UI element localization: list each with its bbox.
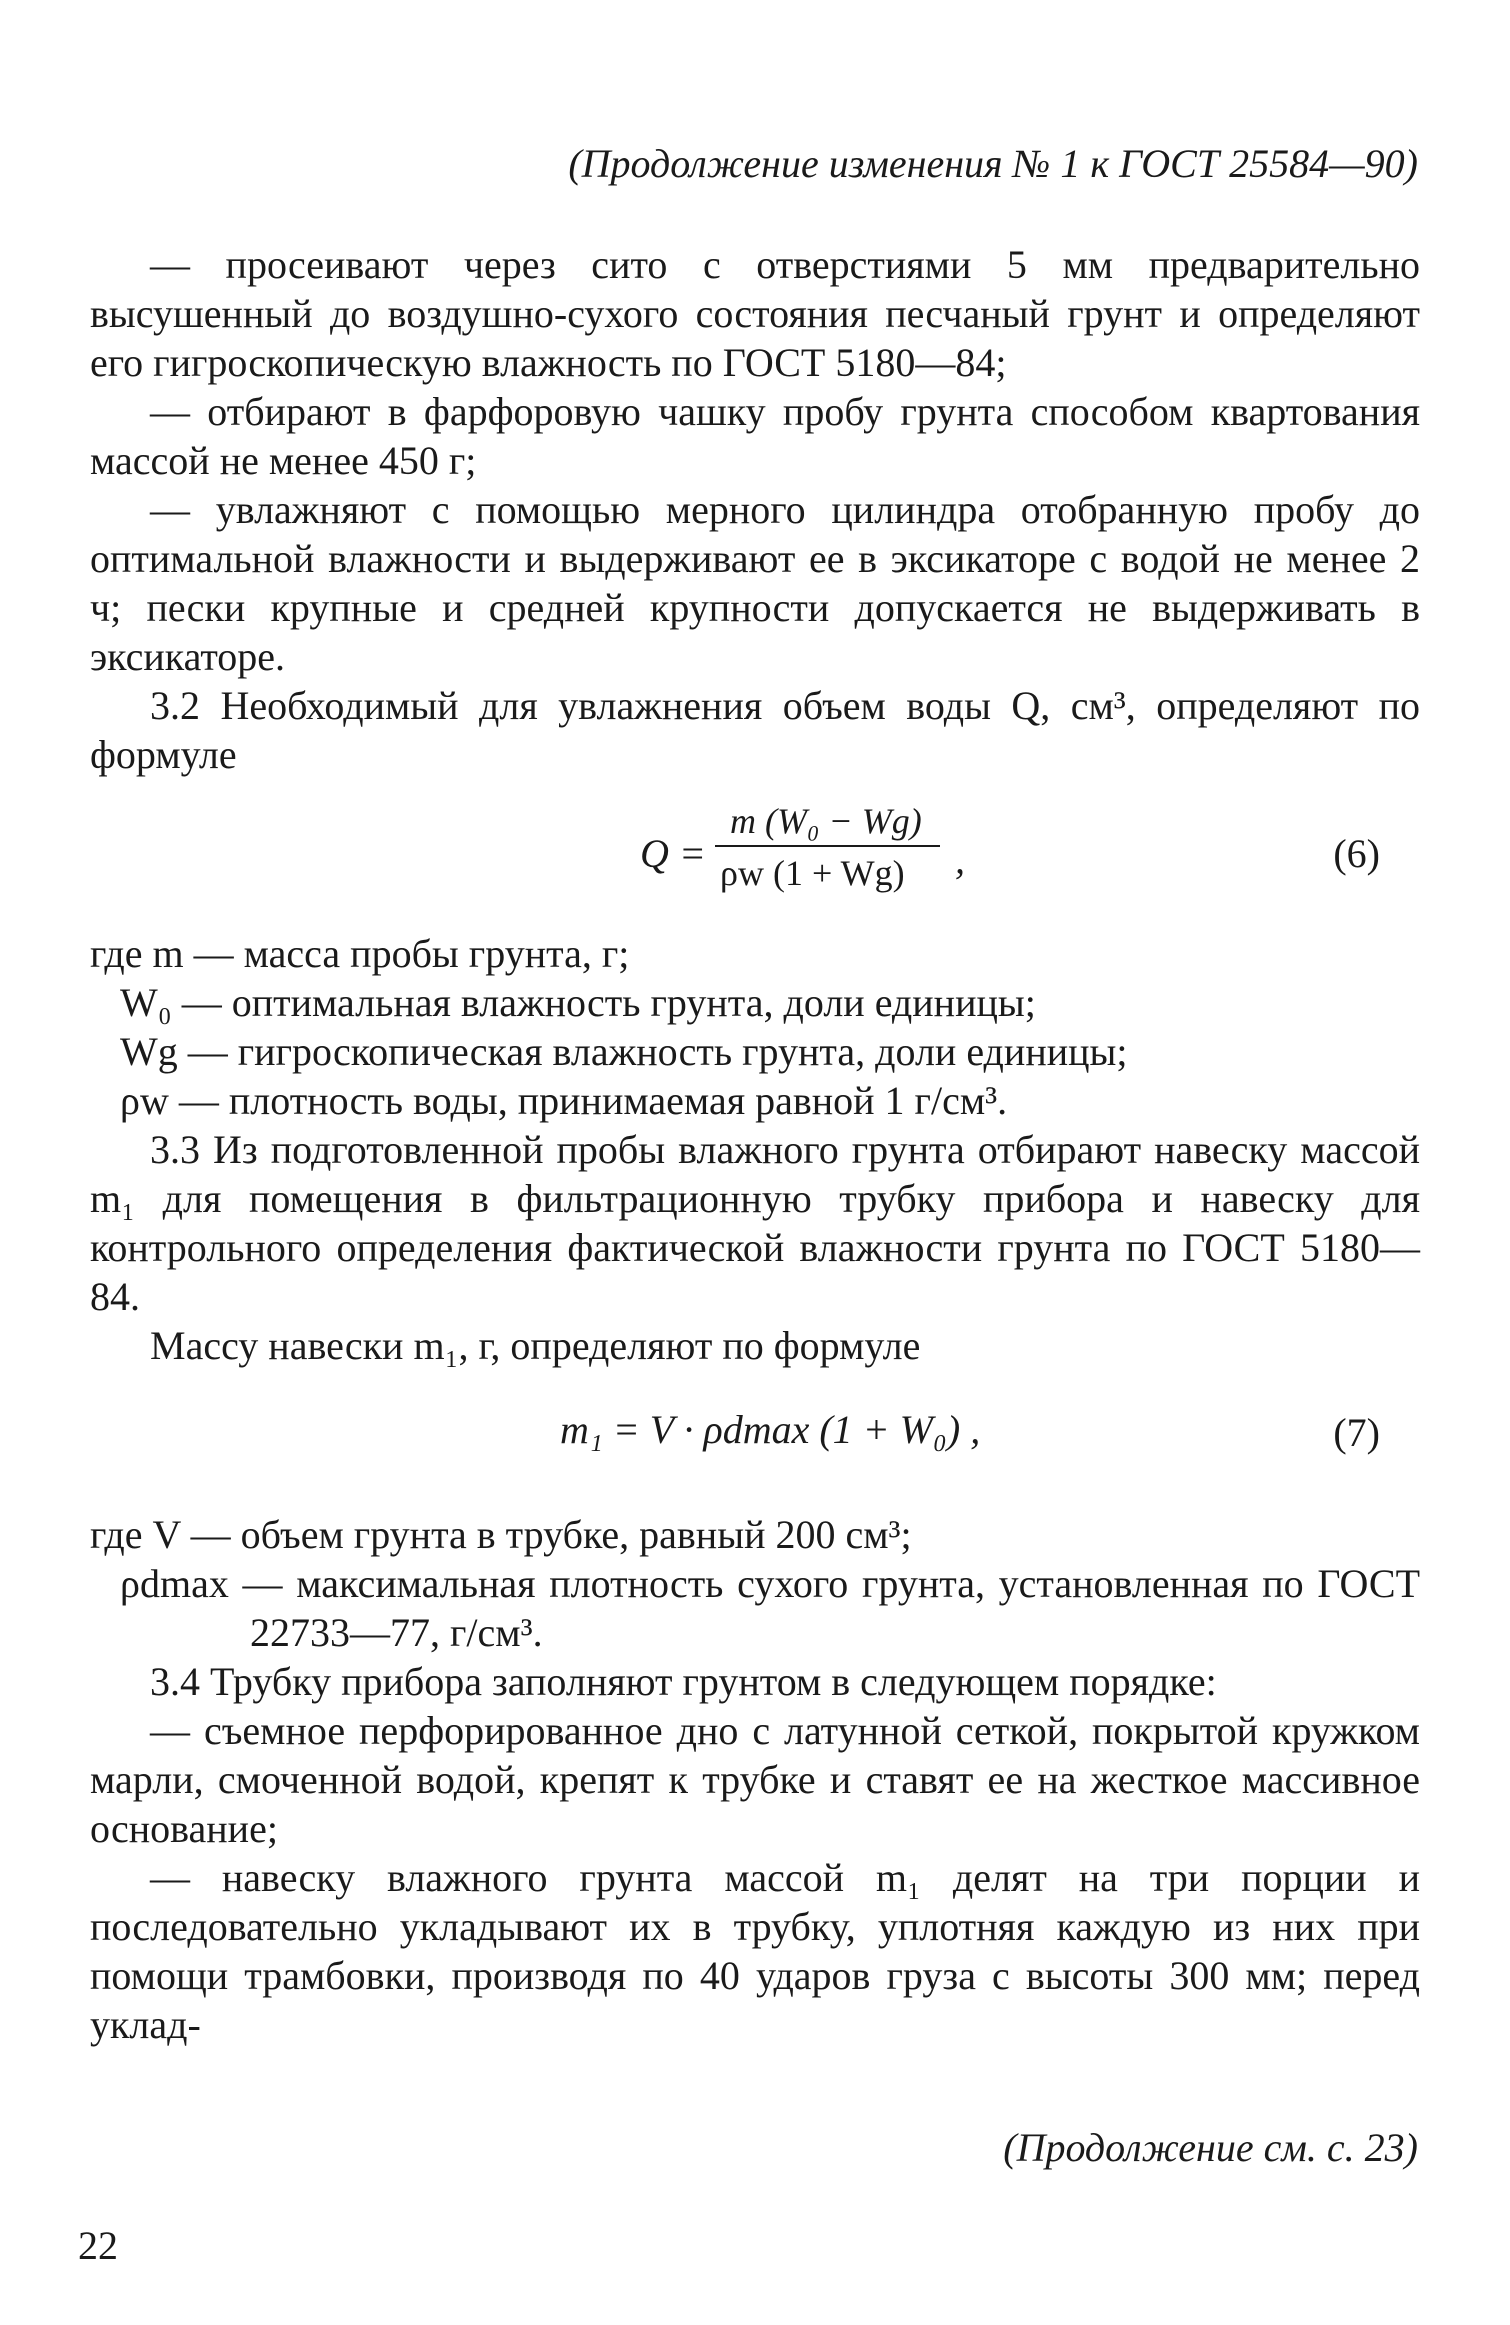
definition-line: W₀ — оптимальная влажность грунта, доли единицы; — [120, 980, 1036, 1025]
page-header: (Продолжение изменения № 1 к ГОСТ 25584—90) — [568, 141, 1418, 186]
paragraph: — отбирают в фарфоровую чашку пробу грунта способом квартования массой не менее 450 г; — [90, 389, 1420, 483]
continuation-note: (Продолжение см. с. 23) — [1003, 2125, 1418, 2170]
formula-6 — [90, 779, 1420, 929]
definition-line: где m — масса пробы грунта, г; — [90, 931, 630, 976]
fraction-bar — [715, 845, 940, 847]
paragraph: 3.4 Трубку прибора заполняют грунтом в следующем порядке: — [150, 1659, 1217, 1704]
paragraph: 3.2 Необходимый для увлажнения объем воды Q, см³, определяют по формуле — [90, 683, 1420, 777]
definition-line: Wg — гигроскопическая влажность грунта, доли единицы; — [120, 1029, 1128, 1074]
paragraph: — просеивают через сито с отверстиями 5 мм предварительно высушенный до воздушно-сухого состояния песчаный грунт и определяют его гигроскопическую влажность по ГОСТ 5180—84; — [90, 242, 1420, 385]
paragraph: 3.3 Из подготовленной пробы влажного грунта отбирают навеску массой m₁ для помещения в фильтрационную трубку прибора и навеску для контрольного определения фактической влажности грунта по ГОСТ 5180—84. — [90, 1127, 1420, 1319]
paragraph: Массу навески m₁, г, определяют по формуле — [150, 1323, 921, 1368]
formula-denominator: ρw (1 + Wg) — [720, 853, 905, 893]
definitions-7 — [90, 1510, 1420, 1657]
formula-comma: , — [955, 837, 965, 882]
definition-line: ρdmax — максимальная плотность сухого грунта, установленная по ГОСТ 22733—77, г/см³. — [120, 1561, 1420, 1655]
paragraph: — навеску влажного грунта массой m₁ делят на три порции и последовательно укладывают их в трубку, уплотняя каждую из них при помощи трамбовки, производя по 40 ударов груза с высоты 300 мм; перед уклад- — [90, 1855, 1420, 2047]
paragraph: — увлажняют с помощью мерного цилиндра отобранную пробу до оптимальной влажности и выдерживают ее в эксикаторе с водой не менее 2 ч; пески крупные и средней крупности допускается не выдерживать в эксикаторе. — [90, 487, 1420, 679]
formula-numerator: m (W₀ − Wg) — [730, 801, 922, 841]
definition-line: ρw — плотность воды, принимаемая равной 1 г/см³. — [120, 1078, 1008, 1123]
body-text — [90, 240, 1420, 2049]
page-number: 22 — [78, 2223, 118, 2268]
definition-line: где V — объем грунта в трубке, равный 200 см³; — [90, 1512, 912, 1557]
definitions-6 — [90, 929, 1420, 1125]
equation-number: (7) — [1333, 1410, 1380, 1455]
formula-7 — [90, 1370, 1420, 1510]
formula-expression: m₁ = V · ρdmax (1 + W₀) , — [560, 1407, 981, 1452]
equation-number: (6) — [1333, 831, 1380, 876]
formula-lhs: Q = — [640, 831, 706, 876]
paragraph: — съемное перфорированное дно с латунной сеткой, покрытой кружком марли, смоченной водой, крепят к трубке и ставят ее на жесткое массивное основание; — [90, 1708, 1420, 1851]
